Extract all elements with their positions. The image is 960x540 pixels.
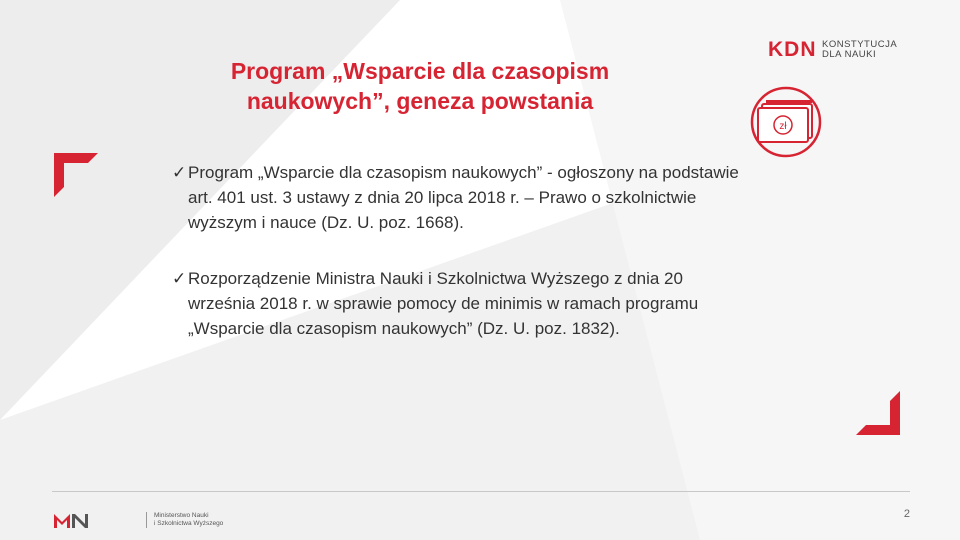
currency-label: zł (779, 121, 787, 132)
slide-title-line1: Program „Wsparcie dla czasopism (230, 58, 610, 84)
kdn-logo-line1: KONSTYTUCJA (822, 39, 898, 50)
ministry-logo-separator (146, 512, 147, 528)
kdn-logo-line2: DLA NAUKI (822, 49, 877, 60)
ministry-logo-text (154, 512, 223, 528)
ministry-line1: Ministerstwo Nauki (154, 512, 209, 519)
bullet-item-2 (172, 266, 742, 341)
ministry-logo (54, 512, 254, 532)
kdn-logo-text (822, 40, 897, 60)
kdn-logo (768, 38, 918, 64)
slide-title-line2: naukowych”, geneza powstania (246, 88, 594, 114)
page-number: 2 (903, 508, 910, 520)
bullet-text-1: Program „Wsparcie dla czasopism naukowych” - ogłoszony na podstawie art. 401 ust. 3 ustawy z dnia 20 lipca 2018 r. – Prawo o szkolnictwie wyższym i nauce (Dz. U. poz. 1668). (188, 163, 739, 232)
bullet-item-1 (172, 160, 742, 235)
money-icon (748, 84, 824, 160)
bullet-text-2: Rozporządzenie Ministra Nauki i Szkolnictwa Wyższego z dnia 20 września 2018 r. w sprawie pomocy de minimis w ramach programu „Wsparcie dla czasopism naukowych” (Dz. U. poz. 1832). (188, 269, 699, 338)
bullet-list (172, 160, 742, 372)
corner-bracket-bottom-right (856, 391, 900, 435)
checkmark-icon: ✓ (172, 269, 187, 288)
slide-title (160, 56, 680, 116)
kdn-logo-mark: KDN (768, 38, 817, 61)
footer-divider (52, 491, 910, 492)
ministry-logo-mark (54, 512, 88, 528)
ministry-line2: i Szkolnictwa Wyższego (154, 520, 224, 527)
checkmark-icon: ✓ (172, 163, 187, 182)
corner-bracket-top-left (54, 153, 98, 197)
